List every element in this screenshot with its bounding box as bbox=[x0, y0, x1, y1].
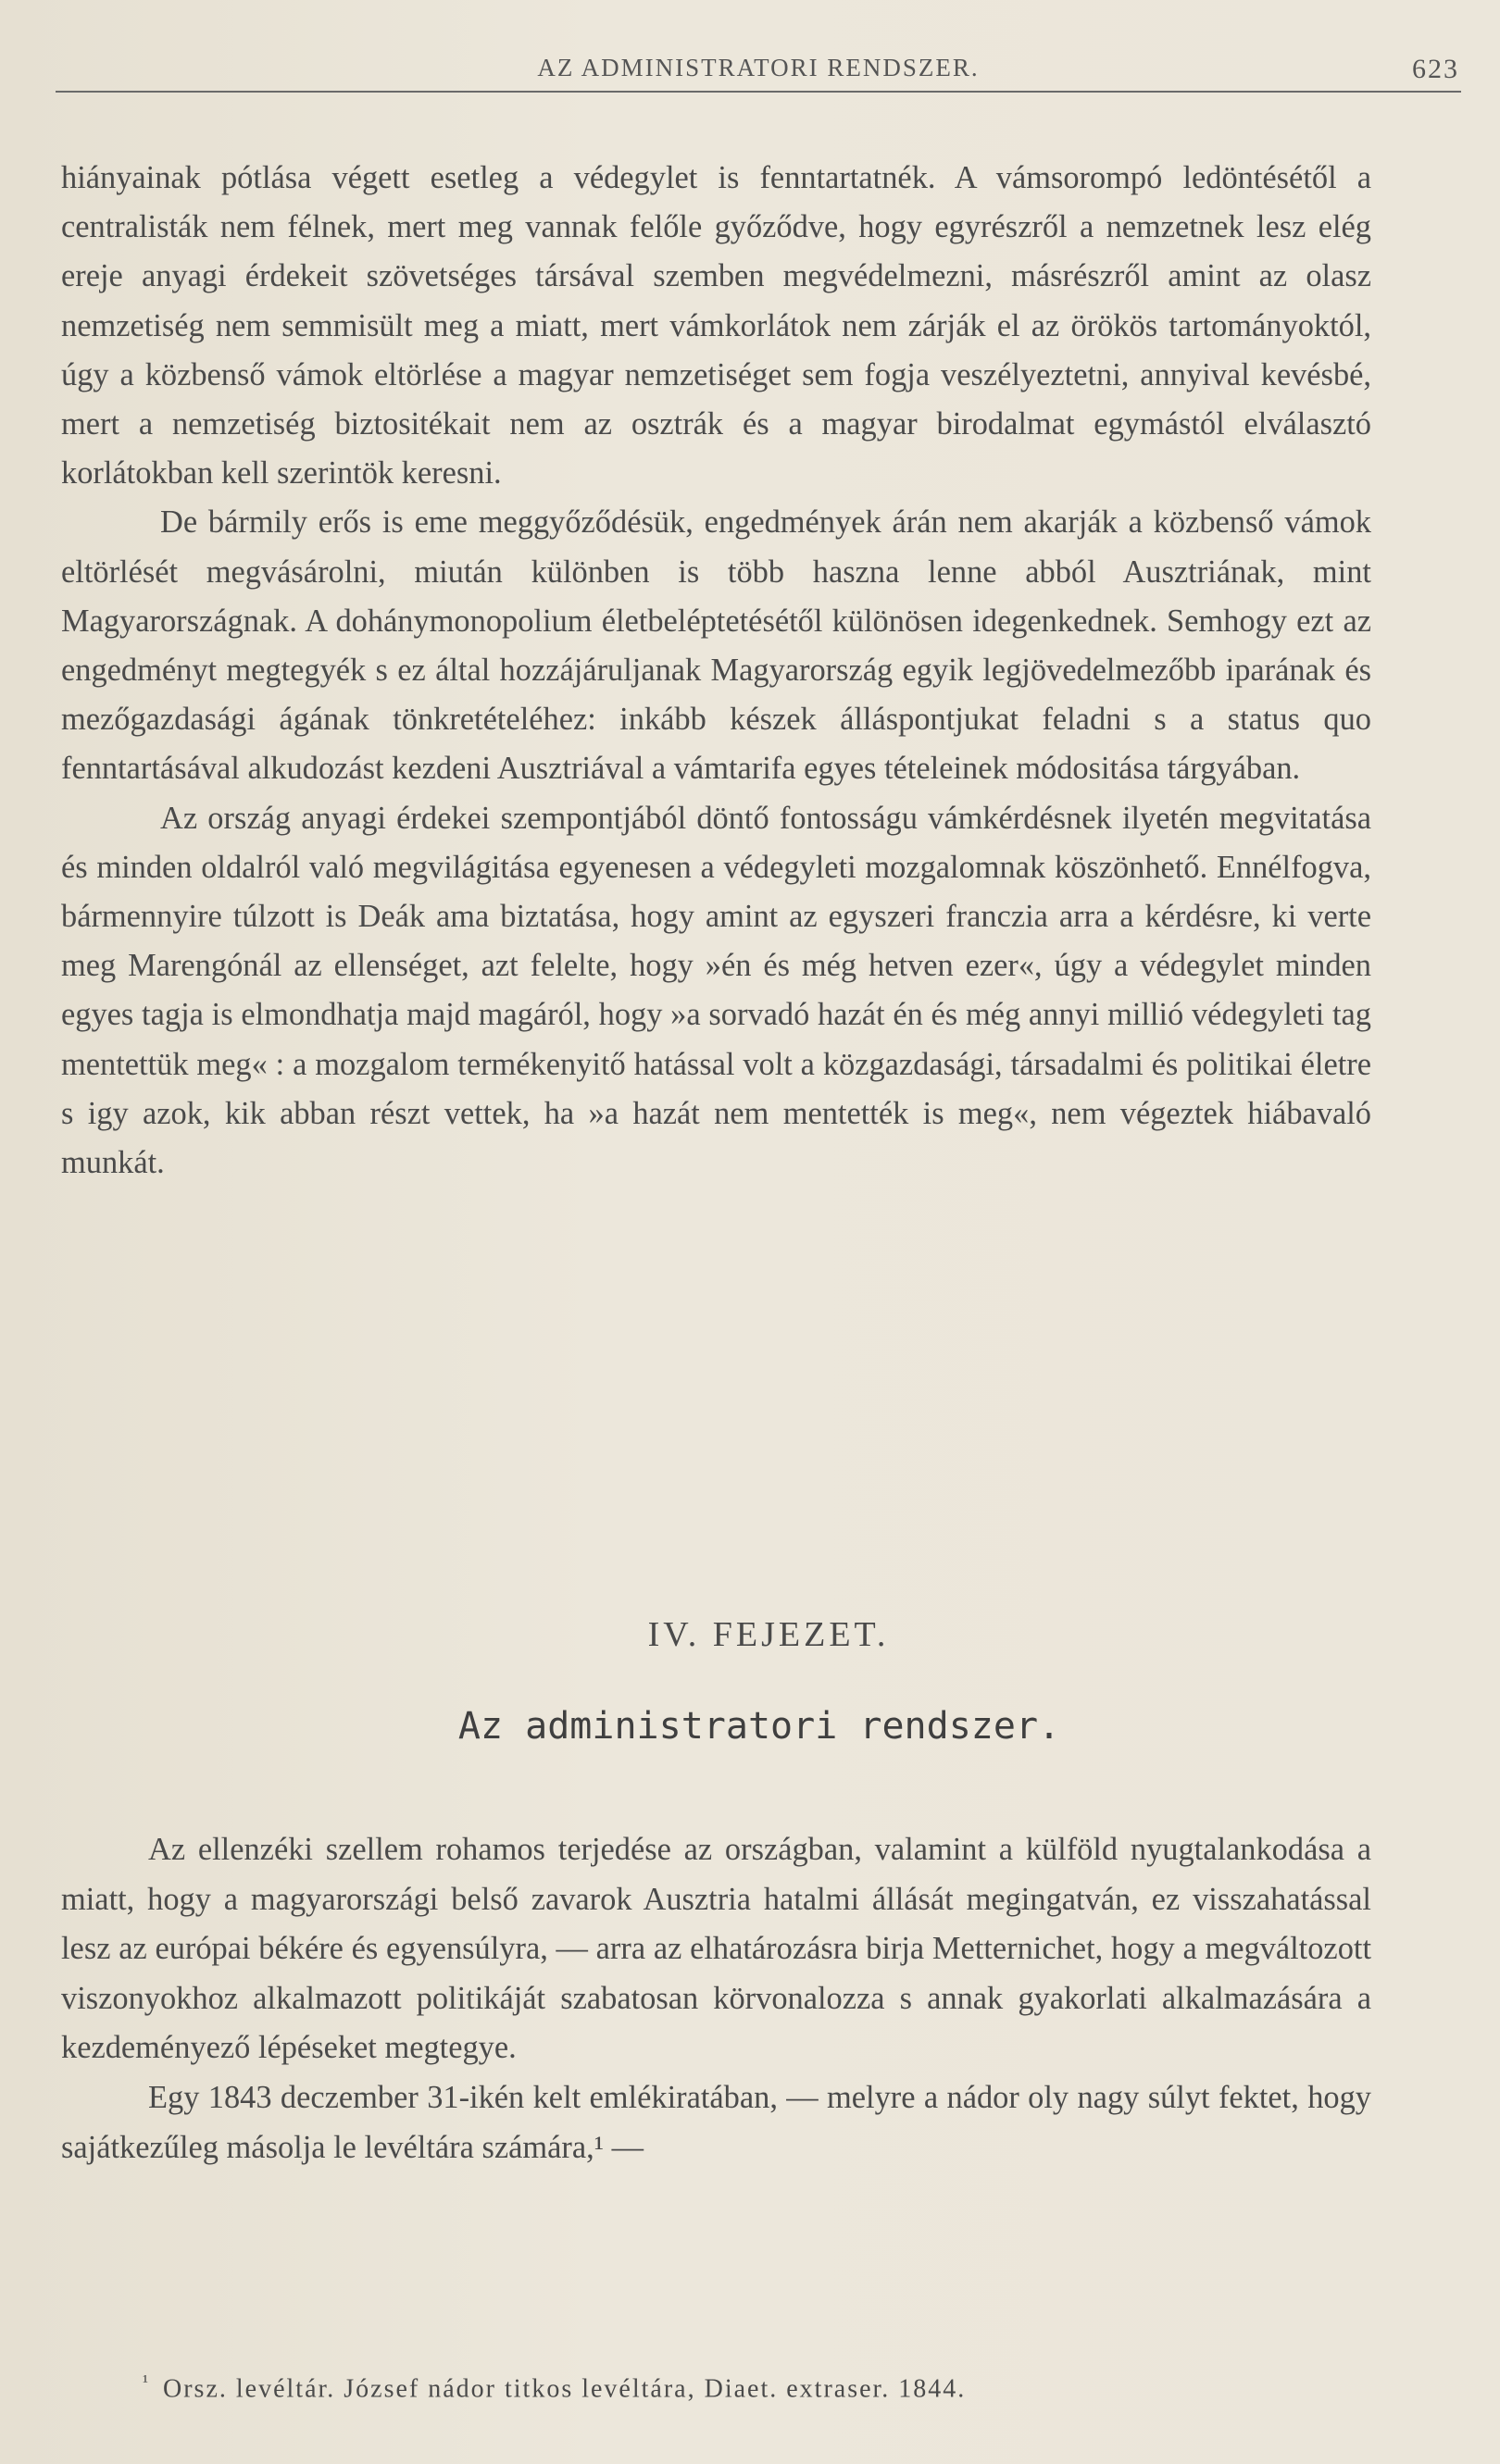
main-text-section-1 bbox=[61, 154, 1371, 1188]
footnote-marker: ¹ bbox=[143, 2371, 150, 2392]
paragraph: Egy 1843 deczember 31-ikén kelt emlékiratában, — melyre a nádor oly nagy súlyt fektet, hogy sajátkezűleg másolja le levéltára számára,¹ — bbox=[61, 2079, 1371, 2165]
footnote-text: Orsz. levéltár. József nádor titkos levéltára, Diaet. extraser. 1844. bbox=[163, 2374, 967, 2404]
page-number: 623 bbox=[1412, 54, 1459, 84]
main-text-section-2 bbox=[61, 1825, 1371, 2172]
footnote bbox=[143, 2371, 966, 2404]
paragraph: Az ország anyagi érdekei szempontjából döntő fontosságu vámkérdésnek ilyetén megvitatása és minden oldalról való megvilágitása egyenesen a védegyleti mozgalomnak köszönhető. Ennélfogva, bármennyire túlzott is Deák ama biztatása, hogy amint az egyszeri franczia arra a kérdésre, ki verte meg Marengónál az ellenséget, azt felelte, hogy »én és még hetven ezer«, úgy a védegylet minden egyes tagja is elmondhatja majd magáról, hogy »a sorvadó hazát én és még annyi millió védegyleti tag mentettük meg« : a mozgalom termékenyitő hatással volt a közgazdasági, társadalmi és politikai életre s igy azok, kik abban részt vettek, ha »a hazát nem mentették is meg«, nem végeztek hiábavaló munkát. bbox=[61, 800, 1371, 1181]
paragraph: Az ellenzéki szellem rohamos terjedése az országban, valamint a külföld nyugtalankodása a miatt, hogy a magyarországi belső zavarok Ausztria hatalmi állását megingatván, ez visszahatással lesz az európai békére és egyensúlyra, — arra az elhatározásra birja Metternichet, hogy a megváltozott viszonyokhoz alkalmazott politikáját szabatosan körvonalozza s annak gyakorlati alkalmazására a kezdeményező lépéseket megtegye. bbox=[61, 1832, 1371, 2066]
paragraph: hiányainak pótlása végett esetleg a védegylet is fenntartatnék. A vámsorompó ledöntésétől a centralisták nem félnek, mert meg vannak felőle győződve, hogy egyrészről a nemzetnek lesz elég ereje anyagi érdekeit szövetséges társával szemben megvédelmezni, másrészről amint az olasz nemzetiség nem semmisült meg a miatt, mert vámkorlátok nem zárják el az örökös tartományoktól, úgy a közbenső vámok eltörlése a magyar nemzetiséget sem fogja veszélyeztetni, annyival kevésbé, mert a nemzetiség biztositékait nem az osztrák és a magyar birodalmat egymástól elválasztó korlátokban kell szerintök keresni. bbox=[61, 160, 1371, 492]
chapter-number: IV. FEJEZET. bbox=[647, 1615, 890, 1654]
running-header-title: AZ ADMINISTRATORI RENDSZER. bbox=[537, 54, 980, 81]
paragraph: De bármily erős is eme meggyőződésük, engedmények árán nem akarják a közbenső vámok eltörlését megvásárolni, miután különben is több haszna lenne abból Ausztriának, mint Magyarországnak. A dohánymonopolium életbeléptetésétől különösen idegenkednek. Semhogy ezt az engedményt megtegyék s ez által hozzájáruljanak Magyarország egyik legjövedelmezőbb iparának és mezőgazdasági ágának tönkretételéhez: inkább készek álláspontjukat feladni s a status quo fenntartásával alkudozást kezdeni Ausztriával a vámtarifa egyes tételeinek módositása tárgyában. bbox=[61, 504, 1371, 787]
running-header bbox=[56, 46, 1461, 93]
chapter-title: Az administratori rendszer. bbox=[457, 1705, 1061, 1748]
